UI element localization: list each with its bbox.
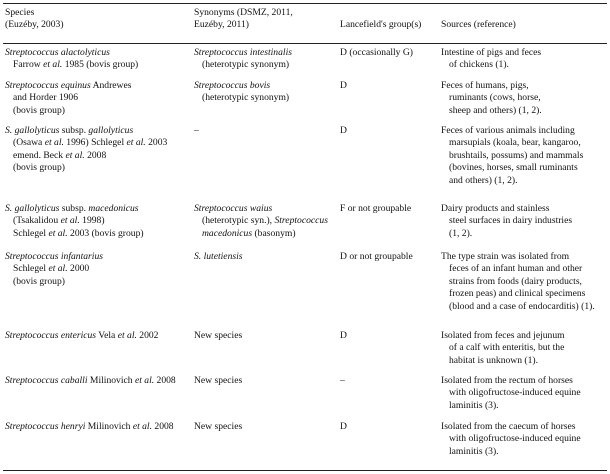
- species-line: [5, 251, 103, 263]
- roman-text: 2000: [67, 263, 90, 275]
- sources-line: (bovines, horses, small ruminants: [449, 162, 578, 174]
- synonyms-line: [194, 228, 328, 240]
- italic-text: S. lutetiensis: [194, 251, 243, 262]
- italic-text: Streptococcus alactolyticus: [5, 47, 110, 58]
- sources-line: The type strain was isolated from: [441, 251, 570, 262]
- roman-text: Schlegel: [13, 263, 49, 275]
- italic-text: S. gallolyticus: [5, 203, 60, 214]
- roman-text: Vela: [96, 330, 118, 341]
- species-line: [5, 80, 131, 92]
- species-line: [5, 47, 138, 59]
- roman-text: Farrow: [13, 59, 44, 71]
- species-line: [5, 375, 176, 387]
- synonyms-line: [194, 421, 242, 433]
- sources-line: frozen peas) and clinical specimens: [449, 288, 586, 300]
- roman-text: 2002: [136, 330, 159, 341]
- header-synonyms: [194, 7, 293, 32]
- header-species-line1: Species: [5, 7, 35, 18]
- header-lancefield: Lancefield's group(s): [340, 19, 422, 30]
- synonyms-cell: [194, 80, 289, 105]
- roman-text: (heterotypic syn.),: [202, 215, 275, 227]
- species-cell: [5, 125, 167, 175]
- synonyms-line: [194, 80, 289, 92]
- italic-text: Streptococcus infantarius: [5, 251, 103, 262]
- sources-line: habitat is unknown (1).: [449, 354, 538, 366]
- italic-text: et al.: [60, 215, 80, 227]
- sources-line: and others) (1, 2).: [449, 174, 518, 186]
- roman-text: New species: [194, 375, 243, 386]
- lancefield-cell: F or not groupable: [340, 203, 412, 214]
- synonyms-line: [194, 203, 328, 215]
- roman-text: (basonym): [252, 227, 296, 239]
- lancefield-cell: D: [340, 125, 347, 136]
- sources-line: Feces of humans, pigs,: [441, 80, 529, 91]
- italic-text: Streptococcus: [274, 215, 328, 227]
- sources-cell: [441, 125, 583, 187]
- sources-line: strains from foods (dairy products,: [449, 275, 582, 287]
- species-line: [5, 330, 158, 342]
- roman-text: 2003: [145, 137, 168, 149]
- sources-cell: [441, 80, 542, 117]
- species-cell: [5, 421, 174, 433]
- sources-cell: [441, 47, 541, 72]
- species-line: [5, 263, 103, 275]
- sources-line: of a calf with enteritis, but the: [449, 342, 565, 354]
- sources-line: steel surfaces in dairy industries: [449, 215, 573, 227]
- sources-line: feces of an infant human and other: [449, 263, 583, 275]
- species-line: [5, 228, 144, 240]
- synonyms-cell: [194, 375, 242, 387]
- lancefield-cell: D (occasionally G): [340, 47, 413, 58]
- synonyms-line: [194, 375, 242, 387]
- sources-line: Isolated from feces and jejunum: [441, 330, 565, 341]
- sources-line: (blood and a case of endocarditis) (1).: [449, 300, 595, 312]
- italic-text: et al.: [134, 375, 155, 386]
- roman-text: (bovis group): [13, 162, 65, 174]
- sources-cell: [441, 330, 565, 367]
- roman-text: Andrewes: [90, 80, 132, 91]
- synonyms-cell: [194, 125, 199, 137]
- sources-line: with oligofructose-induced equine: [449, 433, 581, 445]
- synonyms-cell: [194, 421, 242, 433]
- roman-text: Schlegel: [13, 227, 49, 239]
- species-line: [5, 162, 167, 174]
- synonyms-cell: [194, 47, 292, 72]
- sources-line: (1, 2).: [449, 227, 473, 239]
- table-top-rule: [3, 3, 607, 4]
- sources-line: laminitis (3).: [449, 399, 499, 411]
- italic-text: et al.: [48, 227, 68, 239]
- species-line: [5, 215, 144, 227]
- roman-text: (Tsakalidou: [13, 215, 61, 227]
- italic-text: Streptococcus equinus: [5, 80, 91, 91]
- species-cell: [5, 375, 176, 387]
- italic-text: et al.: [65, 149, 85, 161]
- roman-text: Milinovich: [87, 375, 135, 386]
- lancefield-cell: D: [340, 330, 347, 341]
- header-rule: [3, 43, 607, 44]
- synonyms-line: [194, 215, 328, 227]
- synonyms-line: [194, 47, 292, 59]
- roman-text: 1996) Schlegel: [63, 137, 127, 149]
- synonyms-line: [194, 125, 199, 137]
- header-species: [5, 7, 64, 32]
- sources-line: Intestine of pigs and feces: [441, 47, 542, 58]
- italic-text: Streptococcus intestinalis: [194, 47, 292, 58]
- species-line: [5, 203, 144, 215]
- header-synonyms-line1: Synonyms (DSMZ, 2011,: [194, 7, 293, 18]
- species-line: [5, 421, 174, 433]
- roman-text: New species: [194, 330, 243, 341]
- synonyms-cell: [194, 203, 328, 240]
- sources-line: laminitis (3).: [449, 445, 499, 457]
- species-cell: [5, 203, 144, 240]
- italic-text: macedonicus: [88, 203, 139, 214]
- italic-text: et al.: [132, 421, 152, 432]
- header-sources: Sources (reference): [441, 19, 516, 30]
- sources-cell: [441, 421, 581, 458]
- species-line: [5, 105, 131, 117]
- sources-cell: [441, 203, 572, 240]
- lancefield-cell: D: [340, 421, 347, 432]
- lancefield-cell: –: [340, 375, 345, 386]
- species-cell: [5, 330, 158, 342]
- roman-text: (bovis group): [13, 275, 65, 287]
- roman-text: 1985 (bovis group): [62, 59, 139, 71]
- roman-text: (Osawa: [13, 137, 45, 149]
- italic-text: Streptococcus caballi: [5, 375, 88, 386]
- roman-text: New species: [194, 421, 243, 432]
- synonyms-line: [194, 330, 242, 342]
- species-line: [5, 125, 167, 137]
- italic-text: et al.: [43, 59, 63, 71]
- italic-text: Streptococcus entericus: [5, 330, 97, 341]
- roman-text: subsp.: [59, 203, 89, 214]
- sources-line: Dairy products and stainless: [441, 203, 550, 214]
- roman-text: 2008: [84, 149, 107, 161]
- roman-text: (heterotypic synonym): [202, 59, 290, 71]
- table-bottom-rule: [3, 470, 607, 471]
- synonyms-line: [194, 59, 292, 71]
- italic-text: Streptococcus bovis: [194, 80, 271, 91]
- species-line: [5, 92, 131, 104]
- species-cell: [5, 47, 138, 72]
- sources-line: Feces of various animals including: [441, 125, 575, 136]
- sources-line: marsupials (koala, bear, kangaroo,: [449, 137, 581, 149]
- roman-text: (bovis group): [13, 104, 65, 116]
- species-line: [5, 276, 103, 288]
- italic-text: Streptococcus waius: [194, 203, 273, 214]
- header-species-line2: (Euzéby, 2003): [5, 19, 64, 31]
- roman-text: (heterotypic synonym): [202, 92, 290, 104]
- species-line: [5, 59, 138, 71]
- synonyms-line: [194, 92, 289, 104]
- roman-text: 2008: [152, 421, 174, 432]
- roman-text: 2008: [154, 375, 176, 386]
- italic-text: et al.: [44, 137, 64, 149]
- italic-text: et al.: [117, 330, 137, 341]
- sources-line: with oligofructose-induced equine: [449, 387, 581, 399]
- italic-text: et al.: [48, 263, 68, 275]
- species-cell: [5, 80, 131, 117]
- sources-cell: [441, 251, 595, 313]
- species-line: [5, 137, 167, 149]
- synonyms-line: [194, 251, 243, 263]
- roman-text: –: [194, 125, 199, 136]
- lancefield-cell: D: [340, 80, 347, 91]
- sources-cell: [441, 375, 581, 412]
- italic-text: et al.: [126, 137, 146, 149]
- italic-text: Streptococcus henryi: [5, 421, 86, 432]
- roman-text: Milinovich: [85, 421, 133, 432]
- italic-text: gallolyticus: [88, 125, 134, 136]
- roman-text: 2003 (bovis group): [67, 227, 144, 239]
- sources-line: sheep and others) (1, 2).: [449, 104, 542, 116]
- species-cell: [5, 251, 103, 288]
- lancefield-cell: D or not groupable: [340, 251, 413, 262]
- sources-line: brushtails, possums) and mammals: [449, 149, 584, 161]
- sources-line: ruminants (cows, horse,: [449, 92, 541, 104]
- sources-line: Isolated from the caecum of horses: [441, 421, 576, 432]
- italic-text: S. gallolyticus: [5, 125, 60, 136]
- roman-text: and Horder 1906: [13, 92, 79, 104]
- roman-text: 1998): [79, 215, 105, 227]
- header-synonyms-line2: Euzéby, 2011): [194, 19, 249, 31]
- italic-text: macedonicus: [202, 227, 253, 239]
- sources-line: Isolated from the rectum of horses: [441, 375, 573, 386]
- roman-text: subsp.: [59, 125, 89, 136]
- synonyms-cell: [194, 330, 242, 342]
- synonyms-cell: [194, 251, 243, 263]
- species-line: [5, 150, 167, 162]
- sources-line: of chickens (1).: [449, 59, 509, 71]
- roman-text: emend. Beck: [13, 149, 66, 161]
